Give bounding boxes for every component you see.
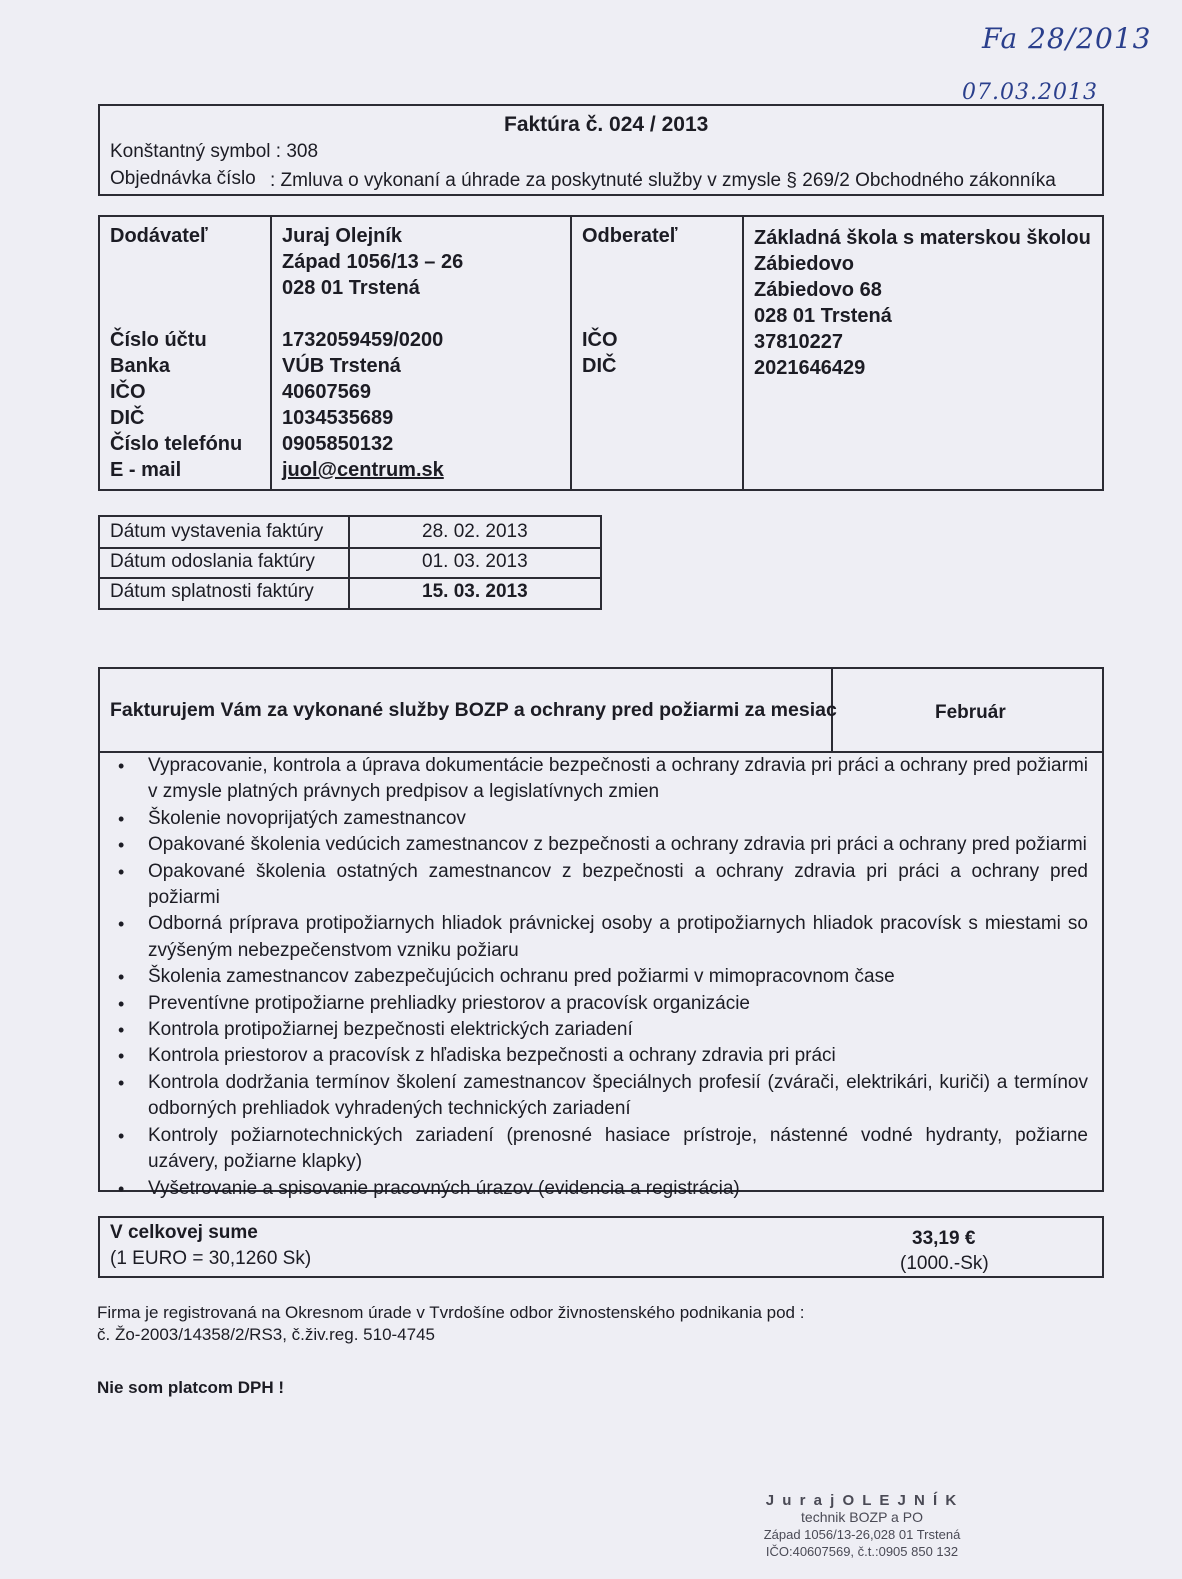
supplier-labels bbox=[110, 223, 242, 483]
list-item: • Opakované školenia vedúcich zamestnancov z bezpečnosti a ochrany zdravia pri práci a ochrany pred požiarmi bbox=[112, 832, 1088, 858]
total-amount: 33,19 € bbox=[912, 1228, 976, 1249]
list-item: • Preventívne protipožiarne prehliadky priestorov a pracovísk organizácie bbox=[112, 991, 1088, 1017]
customer-values bbox=[754, 225, 1091, 381]
customer-line2: Zábiedovo bbox=[754, 253, 855, 275]
services-month: Február bbox=[935, 702, 1006, 723]
supplier-account: 1732059459/0200 bbox=[282, 329, 444, 351]
list-item: • Vypracovanie, kontrola a úprava dokumentácie bezpečnosti a ochrany zdravia pri práci a ochrany pred požiarmi v zmysle platných právnych predpisov a legislatívnych zmien bbox=[112, 753, 1088, 806]
customer-street: Zábiedovo 68 bbox=[754, 279, 882, 301]
supplier-name: Juraj Olejník bbox=[282, 225, 403, 247]
invoice-title: Faktúra č. 024 / 2013 bbox=[504, 113, 709, 136]
customer-ico: 37810227 bbox=[754, 331, 843, 353]
date-due-value: 15. 03. 2013 bbox=[422, 581, 528, 602]
supplier-phone: 0905850132 bbox=[282, 433, 394, 455]
date-sent-value: 01. 03. 2013 bbox=[422, 551, 528, 572]
stamp-name: J u r a j O L E J N Í K bbox=[765, 1492, 959, 1509]
company-stamp bbox=[742, 1492, 982, 1560]
supplier-city: 028 01 Trstená bbox=[282, 277, 420, 299]
exchange-rate: (1 EURO = 30,1260 Sk) bbox=[110, 1248, 312, 1269]
customer-heading: Odberateľ bbox=[582, 225, 678, 247]
date-sent-label: Dátum odoslania faktúry bbox=[110, 551, 315, 572]
total-box bbox=[98, 1216, 1104, 1278]
list-item: • Kontrola protipožiarnej bezpečnosti elektrických zariadení bbox=[112, 1017, 1088, 1043]
list-item: • Kontrola priestorov a pracovísk z hľadiska bezpečnosti a ochrany zdravia pri práci bbox=[112, 1043, 1088, 1069]
list-item: • Kontroly požiarnotechnických zariadení (prenosné hasiace prístroje, nástenné vodné hydranty, požiarne uzávery, požiarne klapky) bbox=[112, 1123, 1088, 1176]
supplier-bank: VÚB Trstená bbox=[282, 355, 401, 377]
list-item: • Odborná príprava protipožiarnych hliadok právnickej osoby a protipožiarnych hliadok pracovísk s miestami so zvýšeným nebezpečenstvom vzniku požiaru bbox=[112, 911, 1088, 964]
stamp-address: Západ 1056/13-26,028 01 Trstená bbox=[763, 1527, 961, 1542]
services-heading: Fakturujem Vám za vykonané služby BOZP a ochrany pred požiarmi za mesiac bbox=[110, 699, 837, 721]
customer-labels bbox=[582, 223, 678, 379]
stamp-role: technik BOZP a PO bbox=[801, 1509, 923, 1525]
date-due-label: Dátum splatnosti faktúry bbox=[110, 581, 314, 602]
stamp-ids: IČO:40607569, č.t.:0905 850 132 bbox=[765, 1544, 959, 1559]
supplier-values bbox=[282, 223, 463, 483]
order-label: Objednávka číslo bbox=[110, 168, 256, 189]
supplier-label: E - mail bbox=[110, 459, 182, 481]
supplier-label: DIČ bbox=[110, 407, 145, 429]
customer-label: DIČ bbox=[582, 355, 617, 377]
list-item: • Vyšetrovanie a spisovanie pracovných úrazov (evidencia a registrácia) bbox=[112, 1176, 1088, 1202]
customer-dic: 2021646429 bbox=[754, 357, 866, 379]
invoice-header-box bbox=[98, 104, 1104, 196]
supplier-label: IČO bbox=[110, 381, 146, 403]
registration-number: č. Žo-2003/14358/2/RS3, č.živ.reg. 510-4745 bbox=[97, 1325, 435, 1344]
date-issued-label: Dátum vystavenia faktúry bbox=[110, 521, 324, 542]
registration-note: Firma je registrovaná na Okresnom úrade v Tvrdošíne odbor živnostenského podnikania pod : bbox=[97, 1303, 805, 1322]
services-list bbox=[112, 753, 1088, 1202]
supplier-heading: Dodávateľ bbox=[110, 225, 208, 247]
dates-table bbox=[98, 515, 602, 610]
customer-name: Základná škola s materskou školou bbox=[754, 227, 1091, 249]
list-item: • Školenie novoprijatých zamestnancov bbox=[112, 806, 1088, 832]
customer-city: 028 01 Trstená bbox=[754, 305, 892, 327]
total-amount-sk: (1000.-Sk) bbox=[900, 1253, 989, 1274]
date-issued-value: 28. 02. 2013 bbox=[422, 521, 528, 542]
services-heading-box bbox=[98, 667, 1104, 753]
supplier-dic: 1034535689 bbox=[282, 407, 394, 429]
order-value: : Zmluva o vykonaní a úhrade za poskytnuté služby v zmysle § 269/2 Obchodného zákonníka bbox=[270, 170, 1056, 191]
list-item: • Kontrola dodržania termínov školení zamestnancov špeciálnych profesií (zvárači, elektrikári, kuriči) a termínov odborných prehliadok vyhradených technických zariadení bbox=[112, 1070, 1088, 1123]
handwritten-reference: Fa 28/2013 bbox=[982, 22, 1152, 55]
vat-note: Nie som platcom DPH ! bbox=[97, 1378, 285, 1397]
list-item: • Školenia zamestnancov zabezpečujúcich ochranu pred požiarmi v mimopracovnom čase bbox=[112, 964, 1088, 990]
handwritten-received-date: 07.03.2013 bbox=[962, 80, 1098, 105]
services-list-box bbox=[98, 751, 1104, 1199]
list-item: • Opakované školenia ostatných zamestnancov z bezpečnosti a ochrany zdravia pri práci a ochrany pred požiarmi bbox=[112, 859, 1088, 912]
supplier-label: Číslo telefónu bbox=[110, 433, 243, 455]
supplier-label: Banka bbox=[110, 355, 171, 377]
total-label: V celkovej sume bbox=[110, 1222, 258, 1243]
customer-label: IČO bbox=[582, 329, 618, 351]
supplier-email[interactable]: juol@centrum.sk bbox=[282, 459, 444, 481]
constant-symbol: Konštantný symbol : 308 bbox=[110, 141, 319, 162]
parties-box bbox=[98, 215, 1104, 491]
supplier-street: Západ 1056/13 – 26 bbox=[282, 251, 464, 273]
supplier-ico: 40607569 bbox=[282, 381, 371, 403]
supplier-label: Číslo účtu bbox=[110, 329, 207, 351]
